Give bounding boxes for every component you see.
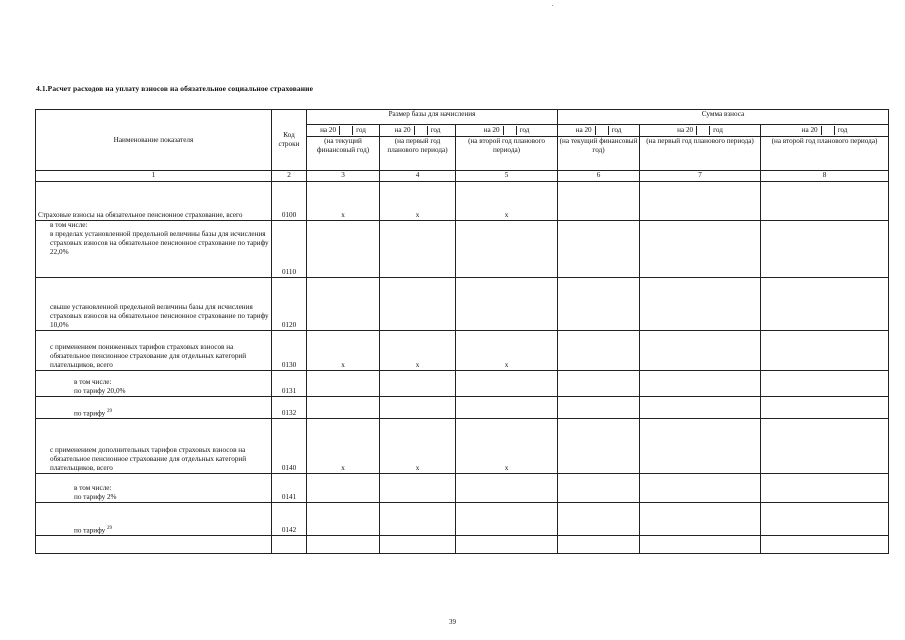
year-prefix: на 20 xyxy=(483,125,500,134)
value-cell[interactable] xyxy=(380,397,456,419)
x-mark: x xyxy=(307,331,380,371)
row-code: 0110 xyxy=(272,221,307,278)
col-number: 5 xyxy=(456,171,558,182)
page-number: 39 xyxy=(449,618,456,626)
year-cell-8 xyxy=(761,125,889,137)
value-cell[interactable] xyxy=(558,503,640,536)
column-numbers-row xyxy=(36,171,889,182)
header-indicator-name: Наименование показателя xyxy=(36,110,272,171)
row-code: 0132 xyxy=(272,397,307,419)
row-subhead: в том числе: xyxy=(74,378,112,386)
header-sum-group: Сумма взноса xyxy=(558,110,889,125)
value-cell[interactable] xyxy=(640,397,761,419)
value-cell[interactable] xyxy=(456,474,558,503)
year-prefix: на 20 xyxy=(801,125,818,134)
table-row-0140 xyxy=(36,419,889,474)
value-cell[interactable] xyxy=(307,536,380,554)
row-name-cell xyxy=(36,474,272,503)
value-cell[interactable] xyxy=(761,503,889,536)
year-input-box[interactable] xyxy=(414,126,428,135)
table-row-empty xyxy=(36,536,889,554)
table-row-0130 xyxy=(36,331,889,371)
period-col-5: (на второй год планового периода) xyxy=(456,137,558,171)
row-code: 0120 xyxy=(272,278,307,331)
year-cell-6 xyxy=(558,125,640,137)
row-code: 0131 xyxy=(272,371,307,397)
scan-speck xyxy=(552,5,553,6)
row-name: свыше установленной предельной величины базы для исчисления страховых взносов на обязательное пенсионное страхование по тарифу 10,0% xyxy=(36,278,272,331)
row-code: 0130 xyxy=(272,331,307,371)
value-cell[interactable] xyxy=(640,474,761,503)
value-cell[interactable] xyxy=(456,221,558,278)
value-cell[interactable] xyxy=(640,419,761,474)
value-cell[interactable] xyxy=(558,182,640,221)
year-suffix: год xyxy=(356,125,366,134)
value-cell[interactable] xyxy=(761,397,889,419)
x-mark: x xyxy=(456,182,558,221)
year-suffix: год xyxy=(519,125,530,134)
year-prefix: на 20 xyxy=(320,125,337,134)
value-cell[interactable] xyxy=(380,474,456,503)
header-line-code: Код строки xyxy=(272,110,307,171)
x-mark: x xyxy=(380,331,456,371)
period-col-7: (на первый год планового периода) xyxy=(640,137,761,171)
row-name: Страховые взносы на обязательное пенсионное страхование, всего xyxy=(36,182,272,221)
value-cell[interactable] xyxy=(761,536,889,554)
value-cell[interactable] xyxy=(558,221,640,278)
value-cell[interactable] xyxy=(307,474,380,503)
value-cell[interactable] xyxy=(380,278,456,331)
value-cell[interactable] xyxy=(307,371,380,397)
value-cell[interactable] xyxy=(640,371,761,397)
header-row-groups xyxy=(36,110,889,125)
value-cell[interactable] xyxy=(761,278,889,331)
contributions-table xyxy=(35,109,889,554)
value-cell[interactable] xyxy=(761,371,889,397)
value-cell[interactable] xyxy=(640,536,761,554)
footnote-ref: 29 xyxy=(106,525,112,531)
col-number: 1 xyxy=(36,171,272,182)
row-name: по тарифу 2% xyxy=(74,493,117,501)
value-cell[interactable] xyxy=(558,331,640,371)
period-col-6: (на текущий финансовый год) xyxy=(558,137,640,171)
year-input-box[interactable] xyxy=(339,126,353,135)
row-code: 0140 xyxy=(272,419,307,474)
table-row-0132 xyxy=(36,397,889,419)
value-cell[interactable] xyxy=(307,278,380,331)
period-col-3: (на текущий финансовый год) xyxy=(307,137,380,171)
row-name: в пределах установленной предельной величины базы для исчисления страховых взносов на обязательное пенсионное страхование по тарифу 22,0% xyxy=(50,230,269,256)
value-cell[interactable] xyxy=(558,371,640,397)
table-row-0120 xyxy=(36,278,889,331)
table-row-0110 xyxy=(36,221,889,278)
x-mark: x xyxy=(380,419,456,474)
value-cell[interactable] xyxy=(761,182,889,221)
x-mark: x xyxy=(307,182,380,221)
year-input-box[interactable] xyxy=(696,126,710,135)
value-cell[interactable] xyxy=(380,503,456,536)
value-cell[interactable] xyxy=(380,536,456,554)
value-cell[interactable] xyxy=(307,397,380,419)
row-name-cell xyxy=(36,503,272,536)
row-code: 0142 xyxy=(272,503,307,536)
value-cell[interactable] xyxy=(640,278,761,331)
row-name: по тарифу 20,0% xyxy=(74,387,126,395)
year-suffix: год xyxy=(430,125,441,134)
year-prefix: на 20 xyxy=(394,125,411,134)
col-number: 8 xyxy=(761,171,889,182)
year-cell-4 xyxy=(380,125,456,137)
header-base-group: Размер базы для начисления xyxy=(307,110,558,125)
row-name: по тарифу xyxy=(74,409,106,417)
value-cell[interactable] xyxy=(456,536,558,554)
row-name-cell xyxy=(36,397,272,419)
period-col-4: (на первый год планового периода) xyxy=(380,137,456,171)
value-cell[interactable] xyxy=(640,503,761,536)
value-cell[interactable] xyxy=(456,503,558,536)
value-cell[interactable] xyxy=(380,221,456,278)
row-code: 0141 xyxy=(272,474,307,503)
table-row-0142 xyxy=(36,503,889,536)
value-cell[interactable] xyxy=(761,331,889,371)
year-suffix: год xyxy=(611,125,622,134)
page-title: 4.1.Расчет расходов на уплату взносов на обязательное социальное страхование xyxy=(36,84,314,93)
value-cell[interactable] xyxy=(640,331,761,371)
value-cell[interactable] xyxy=(558,278,640,331)
value-cell[interactable] xyxy=(640,182,761,221)
row-name-cell xyxy=(36,371,272,397)
value-cell[interactable] xyxy=(558,419,640,474)
value-cell[interactable] xyxy=(761,221,889,278)
year-prefix: на 20 xyxy=(677,125,694,134)
year-suffix: год xyxy=(837,125,848,134)
year-cell-5 xyxy=(456,125,558,137)
row-subhead: в том числе: xyxy=(50,221,88,229)
col-number: 2 xyxy=(272,171,307,182)
period-col-8: (на второй год планового периода) xyxy=(761,137,889,171)
footnote-ref: 29 xyxy=(106,408,112,414)
year-input-box[interactable] xyxy=(595,126,609,135)
year-cell-3 xyxy=(307,125,380,137)
value-cell[interactable] xyxy=(36,536,272,554)
value-cell[interactable] xyxy=(761,419,889,474)
col-number: 7 xyxy=(640,171,761,182)
value-cell[interactable] xyxy=(456,397,558,419)
value-cell[interactable] xyxy=(640,221,761,278)
col-number: 6 xyxy=(558,171,640,182)
row-name: по тарифу xyxy=(74,526,106,534)
row-name-cell xyxy=(36,221,272,278)
year-input-box[interactable] xyxy=(821,126,835,135)
row-name: с применением дополнительных тарифов страховых взносов на обязательное пенсионное страхование для отдельных категорий плательщиков, всего xyxy=(36,419,272,474)
year-cell-7 xyxy=(640,125,761,137)
x-mark: x xyxy=(456,331,558,371)
table-row-0141 xyxy=(36,474,889,503)
table-row-0100 xyxy=(36,182,889,221)
x-mark: x xyxy=(456,419,558,474)
col-number: 4 xyxy=(380,171,456,182)
value-cell[interactable] xyxy=(307,503,380,536)
value-cell[interactable] xyxy=(558,536,640,554)
value-cell[interactable] xyxy=(456,371,558,397)
year-suffix: год xyxy=(713,125,723,134)
year-prefix: на 20 xyxy=(575,125,592,134)
value-cell[interactable] xyxy=(307,221,380,278)
value-cell[interactable] xyxy=(558,397,640,419)
value-cell[interactable] xyxy=(761,474,889,503)
value-cell[interactable] xyxy=(380,371,456,397)
col-number: 3 xyxy=(307,171,380,182)
value-cell[interactable] xyxy=(272,536,307,554)
table-row-0131 xyxy=(36,371,889,397)
year-input-box[interactable] xyxy=(503,126,517,135)
row-name: с применением пониженных тарифов страховых взносов на обязательное пенсионное страхование для отдельных категорий плательщиков, всего xyxy=(36,331,272,371)
x-mark: x xyxy=(307,419,380,474)
row-code: 0100 xyxy=(272,182,307,221)
value-cell[interactable] xyxy=(558,474,640,503)
value-cell[interactable] xyxy=(456,278,558,331)
x-mark: x xyxy=(380,182,456,221)
row-subhead: в том числе: xyxy=(74,484,112,492)
